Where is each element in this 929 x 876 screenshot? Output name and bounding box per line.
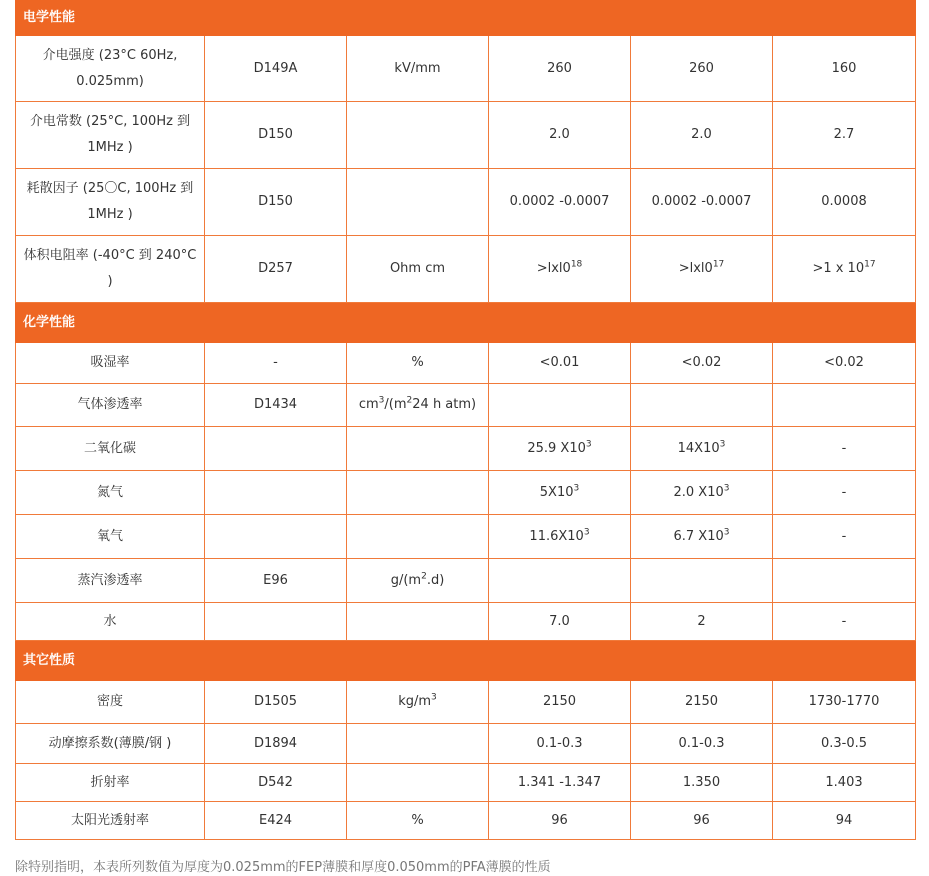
- table-row: [16, 236, 916, 303]
- test-method: [205, 471, 347, 515]
- value-base: >lxl0: [678, 261, 713, 276]
- value-3: 94: [773, 802, 916, 840]
- value-base: >lxl0: [536, 261, 571, 276]
- value-2: [631, 236, 773, 303]
- value-base: 6.7 X10: [673, 528, 724, 544]
- value-3: <0.02: [773, 343, 916, 384]
- unit-part: kg/m: [398, 694, 432, 709]
- value-2: 1.350: [631, 764, 773, 802]
- test-method: [205, 603, 347, 641]
- section-header-chemical: [16, 303, 916, 343]
- unit-part: .d): [426, 572, 445, 588]
- table-row: [16, 384, 916, 427]
- table-row: [16, 802, 916, 840]
- value-base: 14X10: [677, 440, 720, 456]
- value-base: 11.6X10: [529, 528, 584, 544]
- value-exponent: 3: [573, 483, 580, 494]
- value-3: 0.0008: [773, 169, 916, 236]
- property-name: 二氧化碳: [16, 427, 205, 471]
- value-2: [631, 384, 773, 427]
- test-method: D1434: [205, 384, 347, 427]
- value-exponent: 17: [712, 259, 725, 270]
- properties-table: [15, 0, 916, 840]
- table-row: [16, 343, 916, 384]
- value-2: 0.1-0.3: [631, 724, 773, 764]
- value-2: [631, 471, 773, 515]
- property-name: 折射率: [16, 764, 205, 802]
- value-3: 1.403: [773, 764, 916, 802]
- test-method: D150: [205, 169, 347, 236]
- value-3: -: [773, 471, 916, 515]
- value-3: 0.3-0.5: [773, 724, 916, 764]
- section-title: 化学性能: [16, 303, 916, 343]
- test-method: D1894: [205, 724, 347, 764]
- property-name: 氧气: [16, 515, 205, 559]
- table-row: [16, 36, 916, 102]
- table-row: [16, 427, 916, 471]
- unit: [347, 471, 489, 515]
- section-title: 电学性能: [16, 1, 916, 36]
- value-2: 2150: [631, 681, 773, 724]
- value-1: 0.1-0.3: [489, 724, 631, 764]
- value-3: 1730-1770: [773, 681, 916, 724]
- value-2: 2.0: [631, 102, 773, 169]
- value-exponent: 3: [723, 483, 730, 494]
- test-method: [205, 515, 347, 559]
- value-3: 2.7: [773, 102, 916, 169]
- test-method: D149A: [205, 36, 347, 102]
- property-name: 介电常数 (25°C, 100Hz 到 1MHz ): [16, 102, 205, 169]
- unit: %: [347, 343, 489, 384]
- value-exponent: 3: [585, 439, 592, 450]
- value-1: 260: [489, 36, 631, 102]
- test-method: D150: [205, 102, 347, 169]
- value-3: -: [773, 603, 916, 641]
- test-method: D1505: [205, 681, 347, 724]
- value-2: [631, 427, 773, 471]
- value-1: 1.341 -1.347: [489, 764, 631, 802]
- table-row: [16, 764, 916, 802]
- property-name: 体积电阻率 (-40°C 到 240°C ): [16, 236, 205, 303]
- property-name: 氮气: [16, 471, 205, 515]
- value-1: 96: [489, 802, 631, 840]
- unit-part: 24 h atm): [412, 397, 477, 412]
- unit: [347, 559, 489, 603]
- property-name: 耗散因子 (25〇C, 100Hz 到 1MHz ): [16, 169, 205, 236]
- footnote: 除特别指明，本表所列数值为厚度为0.025mm的FEP薄膜和厚度0.050mm的PFA薄膜的性质: [15, 860, 551, 875]
- value-1: <0.01: [489, 343, 631, 384]
- unit-exponent: 2: [406, 395, 413, 406]
- value-base: 2.0 X10: [673, 484, 724, 500]
- unit: kV/mm: [347, 36, 489, 102]
- test-method: D542: [205, 764, 347, 802]
- value-3: 160: [773, 36, 916, 102]
- unit: [347, 764, 489, 802]
- test-method: E424: [205, 802, 347, 840]
- value-exponent: 3: [719, 439, 726, 450]
- value-exponent: 3: [583, 527, 590, 538]
- test-method: -: [205, 343, 347, 384]
- value-base: 5X10: [539, 484, 574, 500]
- unit: [347, 515, 489, 559]
- unit-exponent: 3: [378, 395, 385, 406]
- unit: Ohm cm: [347, 236, 489, 303]
- test-method: E96: [205, 559, 347, 603]
- value-2: 2: [631, 603, 773, 641]
- value-1: [489, 471, 631, 515]
- value-1: 0.0002 -0.0007: [489, 169, 631, 236]
- table-row: [16, 102, 916, 169]
- value-3: [773, 559, 916, 603]
- unit-part: /(m: [384, 397, 407, 412]
- value-2: 96: [631, 802, 773, 840]
- value-1: 7.0: [489, 603, 631, 641]
- value-1: 2.0: [489, 102, 631, 169]
- value-1: [489, 559, 631, 603]
- value-1: [489, 515, 631, 559]
- property-name: 气体渗透率: [16, 384, 205, 427]
- unit: [347, 681, 489, 724]
- value-2: <0.02: [631, 343, 773, 384]
- property-name: 水: [16, 603, 205, 641]
- unit-exponent: 2: [421, 571, 427, 582]
- test-method: D257: [205, 236, 347, 303]
- value-1: [489, 427, 631, 471]
- property-name: 介电强度 (23°C 60Hz, 0.025mm): [16, 36, 205, 102]
- table-row: [16, 681, 916, 724]
- test-method: [205, 427, 347, 471]
- table-row: [16, 603, 916, 641]
- unit: [347, 102, 489, 169]
- section-title: 其它性质: [16, 641, 916, 681]
- value-2: [631, 515, 773, 559]
- table-row: [16, 724, 916, 764]
- value-1: 2150: [489, 681, 631, 724]
- value-2: 260: [631, 36, 773, 102]
- value-3: -: [773, 515, 916, 559]
- property-name: 密度: [16, 681, 205, 724]
- value-3: [773, 384, 916, 427]
- property-name: 动摩擦系数(薄膜/钢 ): [16, 724, 205, 764]
- property-name: 太阳光透射率: [16, 802, 205, 840]
- section-header-electrical: [16, 1, 916, 36]
- table-row: [16, 515, 916, 559]
- value-base: >1 x 10: [812, 261, 865, 276]
- table-row: [16, 471, 916, 515]
- unit-part: g/(m: [390, 572, 422, 588]
- value-exponent: 3: [723, 527, 730, 538]
- unit: [347, 384, 489, 427]
- value-3: [773, 236, 916, 303]
- unit: [347, 603, 489, 641]
- unit: [347, 724, 489, 764]
- value-base: 25.9 X10: [527, 440, 586, 456]
- section-header-other: [16, 641, 916, 681]
- value-2: [631, 559, 773, 603]
- unit: [347, 427, 489, 471]
- property-name: 吸湿率: [16, 343, 205, 384]
- table-row: [16, 559, 916, 603]
- value-exponent: 17: [864, 259, 876, 270]
- value-1: [489, 236, 631, 303]
- value-exponent: 18: [570, 259, 583, 270]
- table-row: [16, 169, 916, 236]
- unit-part: cm: [358, 397, 379, 412]
- value-3: -: [773, 427, 916, 471]
- value-1: [489, 384, 631, 427]
- value-2: 0.0002 -0.0007: [631, 169, 773, 236]
- unit-exponent: 3: [431, 692, 437, 703]
- unit: [347, 169, 489, 236]
- property-name: 蒸汽渗透率: [16, 559, 205, 603]
- unit: %: [347, 802, 489, 840]
